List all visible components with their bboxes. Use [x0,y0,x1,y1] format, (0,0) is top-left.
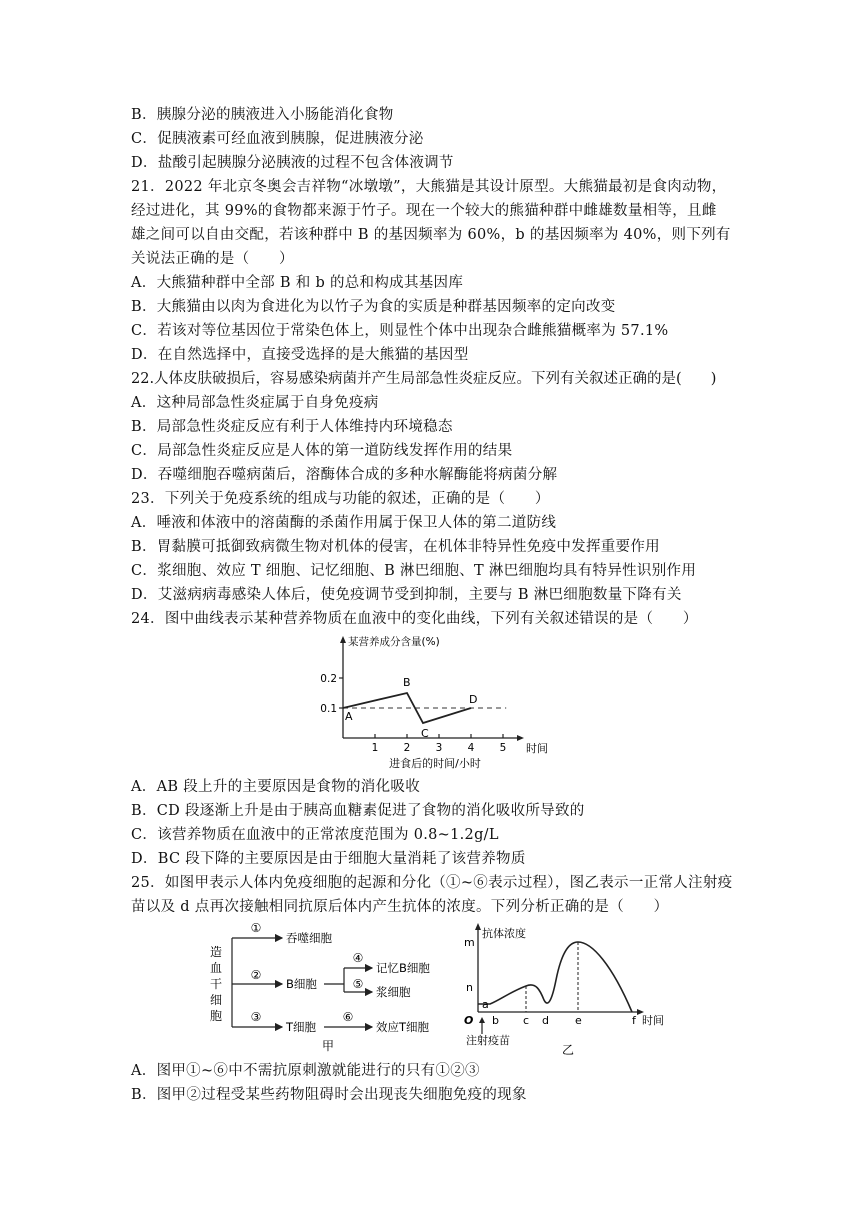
q22-option-a: A．这种局部急性炎症属于自身免疫病 [131,395,379,411]
q23-option-b: B．胃黏膜可抵御致病微生物对机体的侵害，在机体非特异性免疫中发挥重要作用 [131,539,660,555]
q22-option-d: D．吞噬细胞吞噬病菌后，溶酶体合成的多种水解酶能将病菌分解 [131,467,558,483]
x-axis-end-label: 时间 [526,742,548,755]
t-cell-label: T细胞 [286,1020,317,1034]
y-mark-m: m [464,936,475,949]
step-label: ② [250,968,262,982]
y-axis-label: 某营养成分含量(%) [348,636,440,648]
q23-option-d: D．艾滋病病毒感染人体后，使免疫调节受到抑制，主要与 B 淋巴细胞数量下降有关 [131,587,682,603]
x-tick-label: 2 [403,742,411,754]
q24-nutrient-chart [310,634,560,774]
antibody-curve [478,942,632,1012]
b-cell-label: B细胞 [286,977,317,991]
q24-stem: 24．图中曲线表示某种营养物质在血液中的变化曲线，下列有关叙述错误的是（ ） [131,611,698,627]
x-mark-c: c [523,1014,530,1027]
source-char: 胞 [210,1009,223,1023]
q21-option-c: C．若该对等位基因位于常染色体上，则显性个体中出现杂合雌熊猫概率为 57.1% [131,323,669,339]
y-mark-n: n [466,981,473,994]
point-label-c: C [421,727,429,740]
q25-figure-jia [200,920,450,1055]
q21-stem-line: 经过进化，其 99%的食物都来源于竹子。现在一个较大的熊猫种群中雌雄数量相等，且雌 [131,203,717,219]
origin-label: O [464,1014,474,1027]
q21-stem-line: 关说法正确的是（ ） [131,251,294,267]
y-axis-label: 抗体浓度 [482,927,526,940]
y-axis-arrow-icon [475,923,481,930]
q23-option-c: C．浆细胞、效应 T 细胞、记忆细胞、B 淋巴细胞、T 淋巴细胞均具有特异性识别作用 [131,563,697,579]
q22-option-b: B．局部急性炎症反应有利于人体维持内环境稳态 [131,419,453,435]
q23-option-a: A．唾液和体液中的溶菌酶的杀菌作用属于保卫人体的第二道防线 [131,515,557,531]
q23-stem: 23．下列关于免疫系统的组成与功能的叙述，正确的是（ ） [131,491,550,507]
q25-option-b: B．图甲②过程受某些药物阻碍时会出现丧失细胞免疫的现象 [131,1087,527,1103]
step-label: ⑤ [352,977,364,991]
q24-option-b: B．CD 段逐渐上升是由于胰高血糖素促进了食物的消化吸收所导致的 [131,803,585,819]
q24-option-d: D．BC 段下降的主要原因是由于细胞大量消耗了该营养物质 [131,851,526,867]
q20-option-b: B．胰腺分泌的胰液进入小肠能消化食物 [131,107,394,123]
x-axis-label: 进食后的时间/小时 [389,757,481,770]
effector-t-label: 效应T细胞 [376,1020,430,1034]
q25-option-a: A．图甲①~⑥中不需抗原刺激就能进行的只有①②③ [131,1063,480,1079]
x-mark-b: b [492,1014,499,1027]
x-mark-d: d [542,1014,549,1027]
q20-option-c: C．促胰液素可经血液到胰腺，促进胰液分泌 [131,131,424,147]
vaccine-arrow-icon [479,1017,485,1023]
y-tick-label: 0.1 [320,703,337,715]
vaccine-label: 注射疫苗 [466,1034,510,1047]
q20-option-d: D．盐酸引起胰腺分泌胰液的过程不包含体液调节 [131,155,454,171]
x-mark-f: f [632,1014,636,1027]
source-char: 干 [210,977,223,991]
source-char: 血 [210,961,223,975]
source-char: 细 [210,993,223,1007]
q24-option-c: C．该营养物质在血液中的正常浓度范围为 0.8~1.2g/L [131,827,499,843]
x-mark-e: e [575,1014,582,1027]
y-tick-label: 0.2 [320,673,337,685]
q21-stem-line: 雄之间可以自由交配，若该种群中 B 的基因频率为 60%，b 的基因频率为 40%，则下列有 [131,227,731,243]
x-tick-label: 3 [435,742,443,754]
point-label-d: D [469,693,478,706]
figure-caption-yi: 乙 [562,1043,575,1057]
x-axis-arrow-icon [517,735,524,741]
q21-option-d: D．在自然选择中，直接受选择的是大熊猫的基因型 [131,347,469,363]
q25-stem-line: 苗以及 d 点再次接触相同抗原后体内产生抗体的浓度。下列分析正确的是（ ） [131,899,669,915]
q22-option-c: C．局部急性炎症反应是人体的第一道防线发挥作用的结果 [131,443,513,459]
source-char: 造 [210,945,223,959]
step-label: ⑥ [342,1010,354,1024]
q24-option-a: A．AB 段上升的主要原因是食物的消化吸收 [131,779,421,795]
phagocyte-label: 吞噬细胞 [286,931,332,945]
point-label-b: B [403,676,411,689]
step-label: ④ [352,951,364,965]
q25-stem-line: 25．如图甲表示人体内免疫细胞的起源和分化（①~⑥表示过程），图乙表示一正常人注射疫 [131,875,733,891]
x-tick-label: 5 [499,742,507,754]
y-axis-arrow-icon [340,636,346,643]
plasma-label: 浆细胞 [376,985,411,999]
x-mark-a: a [482,998,489,1011]
q21-option-b: B．大熊猫由以肉为食进化为以竹子为食的实质是种群基因频率的定向改变 [131,299,616,315]
q25-figure-yi [452,920,682,1060]
x-tick-label: 4 [467,742,475,754]
q22-stem: 22.人体皮肤破损后，容易感染病菌并产生局部急性炎症反应。下列有关叙述正确的是( ) [131,371,717,387]
figure-caption-jia: 甲 [321,1039,335,1053]
step-label: ① [250,921,262,935]
q21-option-a: A．大熊猫种群中全部 B 和 b 的总和构成其基因库 [131,275,464,291]
x-axis-label: 时间 [642,1014,664,1027]
step-label: ③ [250,1010,262,1024]
q21-stem-line: 21．2022 年北京冬奥会吉祥物“冰墩墩”，大熊猫是其设计原型。大熊猫最初是食肉动物， [131,179,727,195]
point-label-a: A [345,710,353,723]
memory-b-label: 记忆B细胞 [376,961,430,975]
x-tick-label: 1 [371,742,379,754]
